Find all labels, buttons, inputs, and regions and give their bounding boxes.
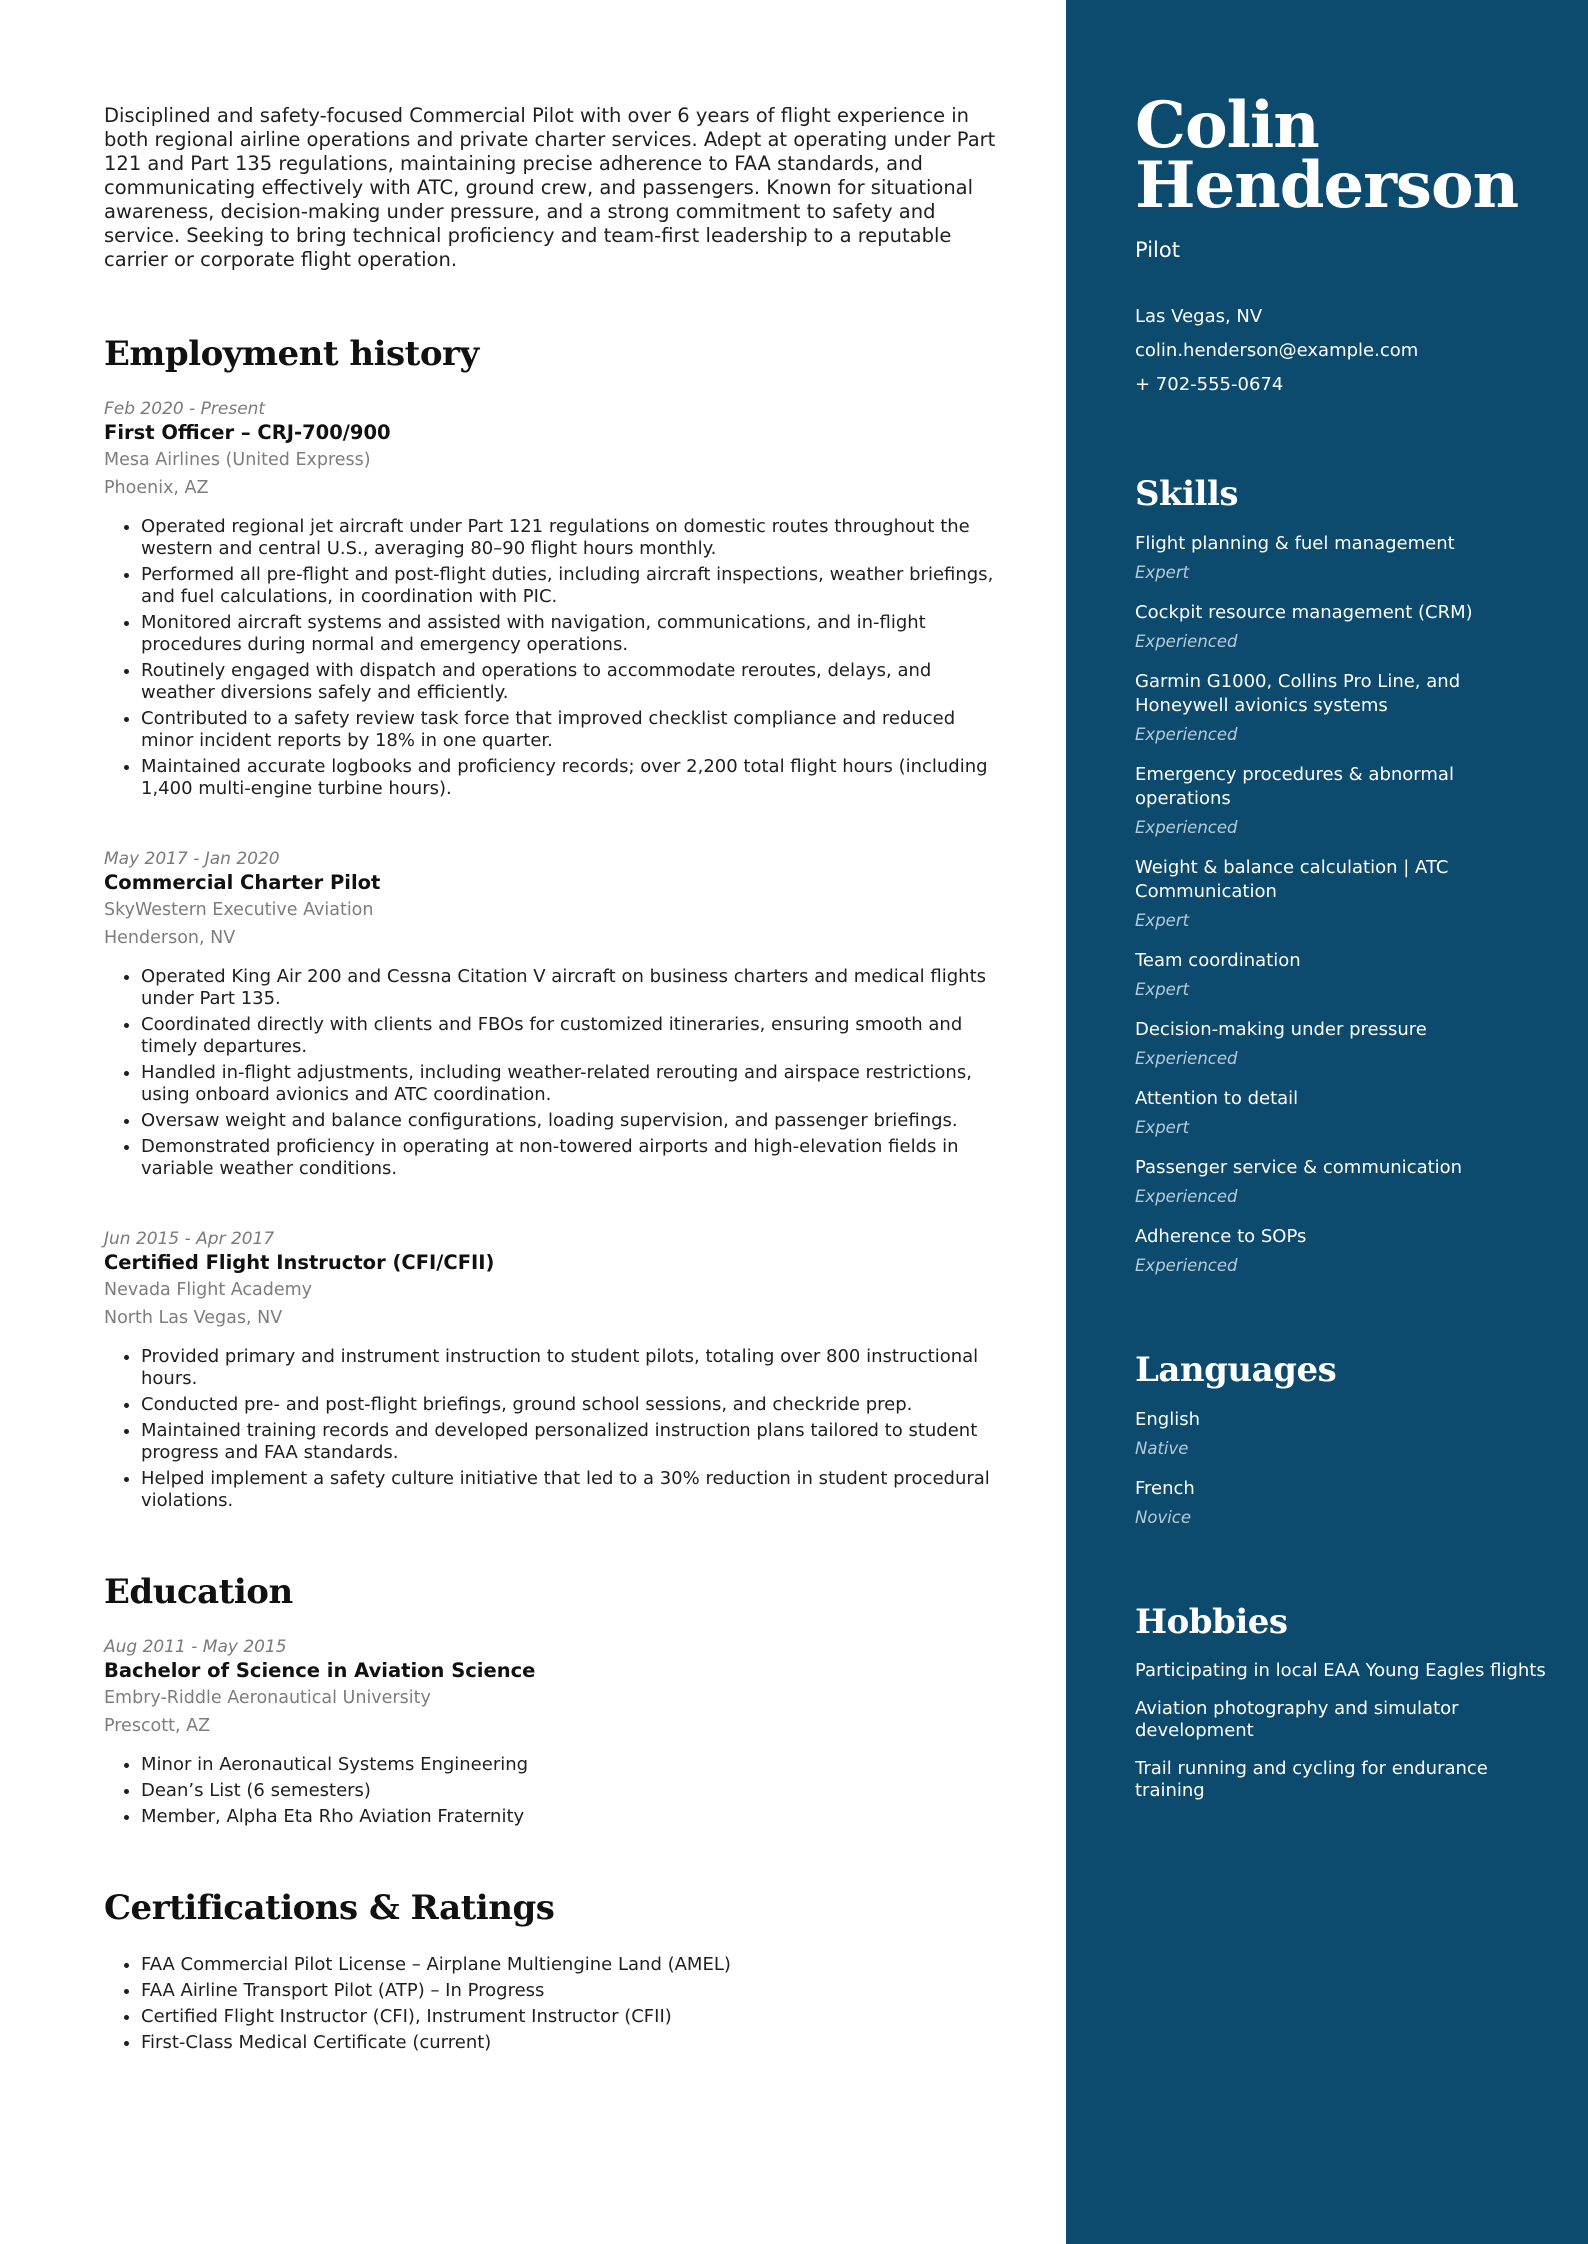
language-name: French: [1135, 1478, 1195, 1499]
skill-level: Experienced: [1135, 725, 1238, 744]
certifications-list: [104, 1954, 1006, 2054]
education-bullet: • Minor in Aeronautical Systems Engineering: [141, 1754, 1006, 1776]
job-role: First Officer – CRJ-700/900: [104, 421, 391, 444]
job-location: Phoenix, AZ: [104, 478, 209, 498]
certification-item: • First-Class Medical Certificate (current): [141, 2032, 1006, 2054]
skill-name: Emergency procedures & abnormal operations: [1135, 764, 1454, 809]
job-bullet: • Operated King Air 200 and Cessna Citation V aircraft on business charters and medical flights under Part 135.: [141, 966, 1006, 1010]
job-dates: Feb 2020 - Present: [104, 399, 266, 419]
skill-item: [1135, 763, 1548, 840]
skill-level: Expert: [1135, 911, 1190, 930]
job-bullet: • Operated regional jet aircraft under Part 121 regulations on domestic routes throughout the western and central U.S., averaging 80–90 flight hours monthly.: [141, 516, 1006, 560]
skill-item: [1135, 1087, 1548, 1140]
job-dates: Jun 2015 - Apr 2017: [104, 1229, 275, 1249]
name-last: Henderson: [1135, 148, 1519, 223]
skill-name: Passenger service & communication: [1135, 1157, 1463, 1178]
hobbies-section: [1135, 1602, 1548, 1802]
education-title: Education: [104, 1572, 293, 1612]
job-bullet: • Helped implement a safety culture initiative that led to a 30% reduction in student procedural violations.: [141, 1468, 1006, 1512]
language-level: Novice: [1135, 1508, 1192, 1527]
education-location: Prescott, AZ: [104, 1716, 211, 1736]
education-bullet: • Member, Alpha Eta Rho Aviation Fraternity: [141, 1806, 1006, 1828]
education-section: [104, 1572, 1006, 1828]
job-role: Commercial Charter Pilot: [104, 871, 381, 894]
skill-level: Experienced: [1135, 1187, 1238, 1206]
skill-name: Cockpit resource management (CRM): [1135, 602, 1473, 623]
contact-email[interactable]: colin.henderson@example.com: [1135, 340, 1419, 361]
skill-name: Flight planning & fuel management: [1135, 533, 1455, 554]
job-bullet: • Oversaw weight and balance configurations, loading supervision, and passenger briefings.: [141, 1110, 1006, 1132]
contact-info: [1135, 300, 1548, 402]
certifications-title: Certifications & Ratings: [104, 1888, 555, 1928]
contact-phone[interactable]: + 702-555-0674: [1135, 374, 1284, 395]
job-bullet: • Routinely engaged with dispatch and operations to accommodate reroutes, delays, and weather diversions safely and efficiently.: [141, 660, 1006, 704]
job-bullets: [104, 1346, 1006, 1512]
language-item: [1135, 1477, 1548, 1530]
name-first: Colin: [1135, 88, 1319, 163]
languages-section: [1135, 1350, 1548, 1530]
skill-item: [1135, 670, 1548, 747]
job-entry: [104, 848, 1006, 1180]
job-location: Henderson, NV: [104, 928, 236, 948]
job-company: Nevada Flight Academy: [104, 1280, 313, 1300]
hobby-item: Aviation photography and simulator development: [1135, 1698, 1459, 1741]
skill-item: [1135, 949, 1548, 1002]
job-bullet: • Provided primary and instrument instruction to student pilots, totaling over 800 instructional hours.: [141, 1346, 1006, 1390]
job-bullet: • Maintained training records and developed personalized instruction plans tailored to student progress and FAA standards.: [141, 1420, 1006, 1464]
skill-name: Team coordination: [1135, 950, 1301, 971]
job-entry: [104, 398, 1006, 800]
sidebar: [1066, 0, 1588, 2244]
skill-item: [1135, 856, 1548, 933]
job-entry: [104, 1228, 1006, 1512]
language-level: Native: [1135, 1439, 1189, 1458]
job-bullet: • Demonstrated proficiency in operating at non-towered airports and high-elevation fields in variable weather conditions.: [141, 1136, 1006, 1180]
skills-title: Skills: [1135, 474, 1239, 514]
certification-item: • FAA Commercial Pilot License – Airplane Multiengine Land (AMEL): [141, 1954, 1006, 1976]
skill-level: Expert: [1135, 563, 1190, 582]
skill-name: Garmin G1000, Collins Pro Line, and Honeywell avionics systems: [1135, 671, 1461, 716]
skill-item: [1135, 601, 1548, 654]
job-dates: May 2017 - Jan 2020: [104, 849, 280, 869]
job-bullet: • Coordinated directly with clients and FBOs for customized itineraries, ensuring smooth and timely departures.: [141, 1014, 1006, 1058]
skill-level: Experienced: [1135, 632, 1238, 651]
job-bullets: [104, 966, 1006, 1180]
skill-level: Expert: [1135, 1118, 1190, 1137]
candidate-name: [1135, 88, 1548, 223]
job-bullets: [104, 516, 1006, 800]
job-company: SkyWestern Executive Aviation: [104, 900, 374, 920]
skill-level: Expert: [1135, 980, 1190, 999]
skill-item: [1135, 532, 1548, 585]
skill-level: Experienced: [1135, 1049, 1238, 1068]
certifications-section: [104, 1888, 1006, 2054]
skill-level: Experienced: [1135, 1256, 1238, 1275]
education-bullet: • Dean’s List (6 semesters): [141, 1780, 1006, 1802]
language-item: [1135, 1408, 1548, 1461]
skill-item: [1135, 1018, 1548, 1071]
skill-name: Adherence to SOPs: [1135, 1226, 1307, 1247]
education-dates: Aug 2011 - May 2015: [104, 1637, 287, 1657]
education-school: Embry-Riddle Aeronautical University: [104, 1688, 431, 1708]
languages-title: Languages: [1135, 1350, 1337, 1390]
skill-name: Decision-making under pressure: [1135, 1019, 1427, 1040]
skills-section: [1135, 474, 1548, 1278]
profile-summary: Disciplined and safety-focused Commercial Pilot with over 6 years of flight experience in both regional airline operations and private charter services. Adept at operating under Part 121 and Part 135 regulations, maintaining precise adherence to FAA standards, and communicating effectively with ATC, ground crew, and passengers. Known for situational awareness, decision-making under pressure, and a strong commitment to safety and service. Seeking to bring technical proficiency and team-first leadership to a reputable carrier or corporate flight operation.: [104, 104, 996, 271]
employment-section: [104, 334, 1006, 1512]
skill-name: Weight & balance calculation | ATC Communication: [1135, 857, 1449, 902]
hobby-item: Trail running and cycling for endurance training: [1135, 1758, 1488, 1801]
education-degree: Bachelor of Science in Aviation Science: [104, 1659, 536, 1682]
job-role: Certified Flight Instructor (CFI/CFII): [104, 1251, 495, 1274]
skill-name: Attention to detail: [1135, 1088, 1299, 1109]
certification-item: • Certified Flight Instructor (CFI), Instrument Instructor (CFII): [141, 2006, 1006, 2028]
contact-location: Las Vegas, NV: [1135, 306, 1263, 327]
job-bullet: • Maintained accurate logbooks and proficiency records; over 2,200 total flight hours (including 1,400 multi-engine turbine hours).: [141, 756, 1006, 800]
job-bullet: • Handled in-flight adjustments, including weather-related rerouting and airspace restrictions, using onboard avionics and ATC coordination.: [141, 1062, 1006, 1106]
hobby-item: Participating in local EAA Young Eagles flights: [1135, 1660, 1546, 1681]
skill-item: [1135, 1156, 1548, 1209]
language-name: English: [1135, 1409, 1200, 1430]
job-location: North Las Vegas, NV: [104, 1308, 283, 1328]
certification-item: • FAA Airline Transport Pilot (ATP) – In Progress: [141, 1980, 1006, 2002]
employment-title: Employment history: [104, 334, 479, 374]
hobbies-title: Hobbies: [1135, 1602, 1288, 1642]
skill-item: [1135, 1225, 1548, 1278]
job-company: Mesa Airlines (United Express): [104, 450, 371, 470]
education-entry: [104, 1636, 1006, 1828]
job-bullet: • Performed all pre-flight and post-flight duties, including aircraft inspections, weather briefings, and fuel calculations, in coordination with PIC.: [141, 564, 1006, 608]
skill-level: Experienced: [1135, 818, 1238, 837]
education-bullets: [104, 1754, 1006, 1828]
job-bullet: • Monitored aircraft systems and assisted with navigation, communications, and in-flight procedures during normal and emergency operations.: [141, 612, 1006, 656]
job-bullet: • Conducted pre- and post-flight briefings, ground school sessions, and checkride prep.: [141, 1394, 1006, 1416]
job-bullet: • Contributed to a safety review task force that improved checklist compliance and reduced minor incident reports by 18% in one quarter.: [141, 708, 1006, 752]
job-headline: Pilot: [1135, 238, 1180, 262]
